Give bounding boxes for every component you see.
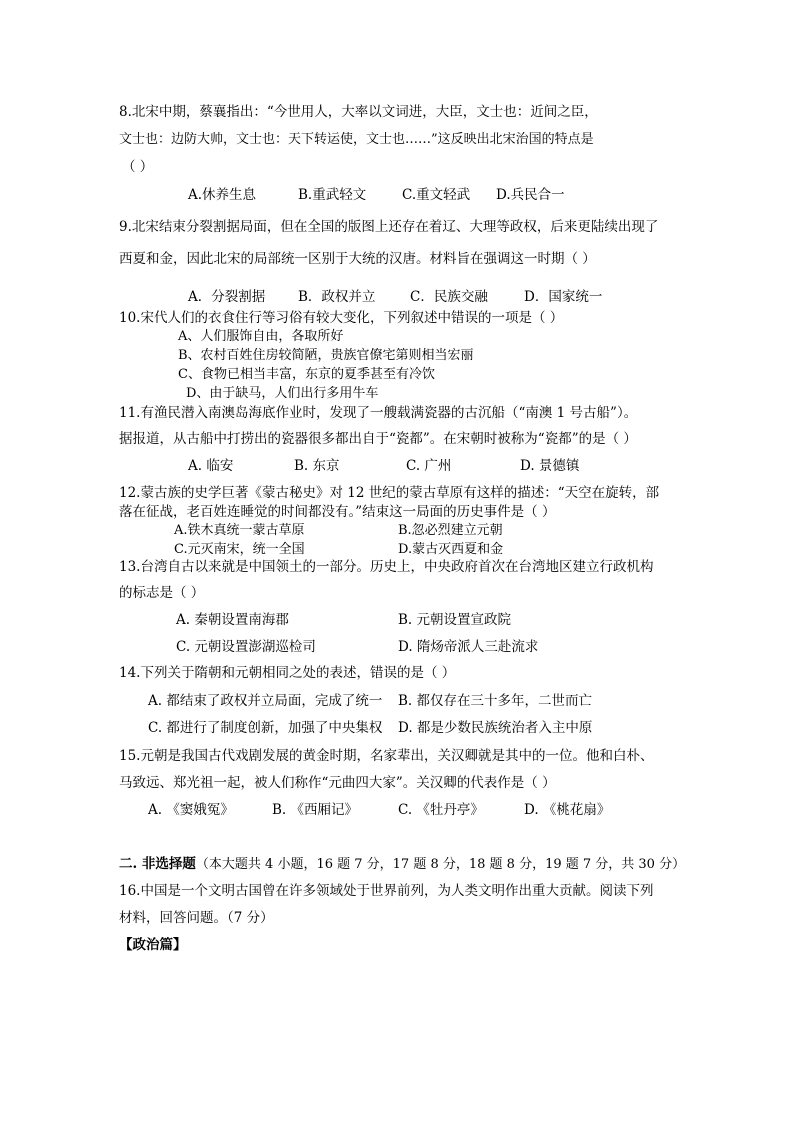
q10-stem-line1: 10.宋代人们的衣食住行等习俗有较大变化，下列叙述中错误的一项是（ ） <box>119 310 564 326</box>
q16-stem-line1: 16.中国是一个文明古国曾在许多领域处于世界前列，为人类文明作出重大贡献。阅读下列 <box>119 883 654 899</box>
q15-option-a: A. 《窦娥冤》 <box>148 802 234 818</box>
q11-option-c: C. 广州 <box>406 458 452 474</box>
q9-option-d: D．国家统一 <box>524 289 603 305</box>
q8-answer-blank: （ ） <box>122 159 154 175</box>
q13-stem-line1: 13.台湾自古以来就是中国领土的一部分。历史上，中央政府首次在台湾地区建立行政机构 <box>119 559 654 575</box>
q14-option-a: A. 都结束了政权并立局面，完成了统一 <box>148 693 383 709</box>
q9-stem-line1: 9.北宋结束分裂割据局面，但在全国的版图上还存在着辽、大理等政权，后来更陆续出现了 <box>119 219 659 235</box>
q11-option-b: B. 东京 <box>294 458 340 474</box>
q15-option-c: C. 《牡丹亭》 <box>398 802 484 818</box>
q10-option-d: D、由于缺马，人们出行多用牛车 <box>186 386 379 401</box>
q11-option-a: A. 临安 <box>188 458 234 474</box>
q13-stem-line2: 的标志是（ ） <box>119 585 205 601</box>
q11-stem-line1: 11.有渔民潜入南澳岛海底作业时，发现了一艘载满瓷器的古沉船（“南澳 1 号古船”）。 <box>119 405 638 421</box>
q8-option-a: A.休养生息 <box>188 187 257 203</box>
q15-stem-line2: 马致远、郑光祖一起，被人们称作“元曲四大家”。关汉卿的代表作是（ ） <box>119 775 556 791</box>
q10-option-a: A、人们服饰自由，各取所好 <box>178 329 344 344</box>
q11-stem-line2: 据报道，从古船中打捞出的瓷器很多都出自于“瓷都”。在宋朝时被称为“瓷都”的是（ ） <box>119 431 637 447</box>
q9-option-b: B．政权并立 <box>298 289 376 305</box>
q12-stem-line2: 落在征战，老百姓连睡觉的时间都没有。”结束这一局面的历史事件是（ ） <box>119 504 556 520</box>
q14-option-b: B. 都仅存在三十多年，二世而亡 <box>398 693 593 709</box>
q10-option-c: C、食物已相当丰富，东京的夏季甚至有冷饮 <box>178 367 435 382</box>
q8-option-d: D.兵民合一 <box>496 187 565 203</box>
q12-option-a: A.铁木真统一蒙古草原 <box>174 523 305 538</box>
q16-stem-line2: 材料，回答问题。（7 分） <box>119 910 274 926</box>
q9-option-c: C．民族交融 <box>410 289 488 305</box>
q13-option-d: D. 隋炀帝派人三赴流求 <box>398 639 539 655</box>
q8-option-c: C.重文轻武 <box>402 187 471 203</box>
q8-option-b: B.重武轻文 <box>298 187 367 203</box>
q10-option-b: B、农村百姓住房较简陋，贵族官僚宅第则相当宏丽 <box>178 348 474 363</box>
q13-option-c: C. 元朝设置澎湖巡检司 <box>176 639 316 655</box>
q9-stem-line2: 西夏和金，因此北宋的局部统一区别于大统的汉唐。材料旨在强调这一时期（ ） <box>119 251 596 267</box>
q13-option-b: B. 元朝设置宣政院 <box>398 612 512 628</box>
section-2-heading: 二. 非选择题 <box>119 856 196 872</box>
q15-option-b: B. 《西厢记》 <box>272 802 359 818</box>
q14-option-c: C. 都进行了制度创新，加强了中央集权 <box>148 720 383 736</box>
q12-option-d: D.蒙古灭西夏和金 <box>398 542 504 557</box>
q9-option-a: A．分裂割据 <box>188 289 266 305</box>
q12-option-b: B.忽必烈建立元朝 <box>398 523 503 538</box>
q14-stem-line1: 14.下列关于隋朝和元朝相同之处的表述，错误的是（ ） <box>119 665 456 681</box>
q15-stem-line1: 15.元朝是我国古代戏剧发展的黄金时期，名家辈出，关汉卿就是其中的一位。他和白朴、 <box>119 748 654 764</box>
q16-subsection-politics: 【政治篇】 <box>119 937 187 953</box>
q15-option-d: D. 《桃花扇》 <box>524 802 611 818</box>
q13-option-a: A. 秦朝设置南海郡 <box>176 612 289 628</box>
q11-option-d: D. 景德镇 <box>520 458 580 474</box>
section-2-note: （本大题共 4 小题，16 题 7 分，17 题 8 分，18 题 8 分，19 题 7 分，共 30 分） <box>195 857 686 872</box>
q12-option-c: C.元灭南宋，统一全国 <box>174 542 305 557</box>
q14-option-d: D. 都是少数民族统治者入主中原 <box>398 720 593 736</box>
section-2-title <box>119 855 685 874</box>
q8-stem-line1: 8.北宋中期，蔡襄指出：“今世用人，大率以文词进，大臣，文士也：近间之臣， <box>119 104 598 120</box>
q12-stem-line1: 12.蒙古族的史学巨著《蒙古秘史》对 12 世纪的蒙古草原有这样的描述：“天空在旋转，部 <box>119 485 660 501</box>
q8-stem-line2: 文士也：边防大帅，文士也：天下转运使，文士也……”这反映出北宋治国的特点是 <box>119 132 594 147</box>
